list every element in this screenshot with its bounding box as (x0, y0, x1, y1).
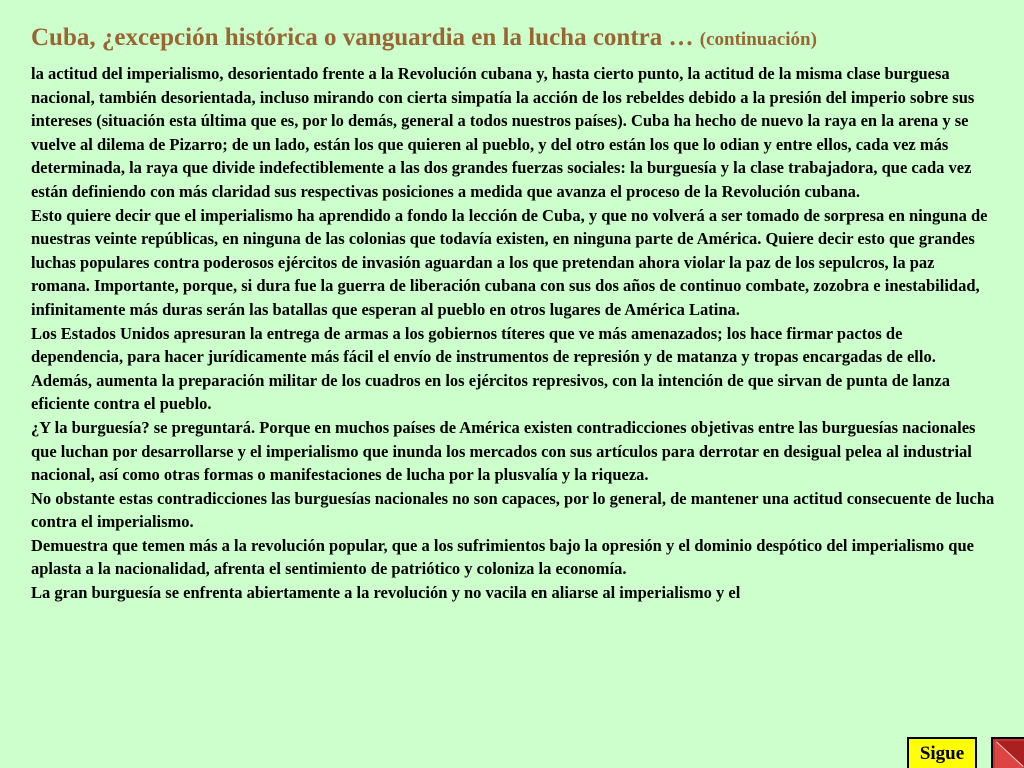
title-main: Cuba, ¿excepción histórica o vanguardia en la lucha contra … (31, 24, 694, 51)
paragraph-6: Demuestra que temen más a la revolución popular, que a los sufrimientos bajo la opresión y el dominio despótico del imperialismo que aplasta a la nacionalidad, afrenta el sentimiento de patriótico y coloniza la economía. (31, 535, 974, 579)
paragraph-3: Los Estados Unidos apresuran la entrega de armas a los gobiernos títeres que ve más amenazados; los hace firmar pactos de dependencia, para hacer jurídicamente más fácil el envío de instrumentos de represión y de matanza y tropas encargadas de ello. Además, aumenta la preparación militar de los cuadros en los ejércitos represivos, con la intención de que sirvan de punta de lanza eficiente contra el pueblo. (31, 323, 950, 414)
next-button[interactable]: Sigue (907, 737, 977, 768)
arrow-nav-button[interactable] (991, 737, 1024, 768)
title-suffix: (continuación) (699, 29, 817, 50)
paragraph-1: la actitud del imperialismo, desorientado frente a la Revolución cubana y, hasta cierto punto, la actitud de la misma clase burguesa nacional, también desorientada, incluso mirando con cierta simpatía la acción de los rebeldes debido a la presión del imperio sobre sus intereses (situación esta última que es, por lo demás, general a todos nuestros países). Cuba ha hecho de nuevo la raya en la arena y se vuelve al dilema de Pizarro; de un lado, están los que quieren al pueblo, y del otro están los que lo odian y entre ellos, cada vez más determinada, la raya que divide indefectiblemente a las dos grandes fuerzas sociales: la burguesía y la clase trabajadora, que cada vez están definiendo con más claridad sus respectivas posiciones a medida que avanza el proceso de la Revolución cubana. (31, 64, 975, 201)
paragraph-2: Esto quiere decir que el imperialismo ha aprendido a fondo la lección de Cuba, y que no volverá a ser tomado de sorpresa en ninguna de nuestras veinte repúblicas, en ninguna de las colonias que todavía existen, en ninguna parte de América. Quiere decir esto que grandes luchas populares contra poderosos ejércitos de invasión aguardan a los que pretendan ahora violar la paz de los sepulcros, la paz romana. Importante, porque, si dura fue la guerra de liberación cubana con sus dos años de continuo combate, zozobra e inestabilidad, infinitamente más duras serán las batallas que esperan al pueblo en otros lugares de América Latina. (31, 205, 988, 319)
page-title (31, 22, 817, 56)
diagonal-arrow-icon (993, 739, 1024, 768)
body-text (31, 62, 996, 605)
paragraph-5: No obstante estas contradicciones las burguesías nacionales no son capaces, por lo general, de mantener una actitud consecuente de lucha contra el imperialismo. (31, 488, 995, 532)
paragraph-7: La gran burguesía se enfrenta abiertamente a la revolución y no vacila en aliarse al imperialismo y el (31, 583, 741, 603)
paragraph-4: ¿Y la burguesía? se preguntará. Porque en muchos países de América existen contradicciones objetivas entre las burguesías nacionales que luchan por desarrollarse y el imperialismo que inunda los mercados con sus artículos para derrotar en desigual pelea al industrial nacional, así como otras formas o manifestaciones de lucha por la plusvalía y la riqueza. (31, 417, 976, 485)
